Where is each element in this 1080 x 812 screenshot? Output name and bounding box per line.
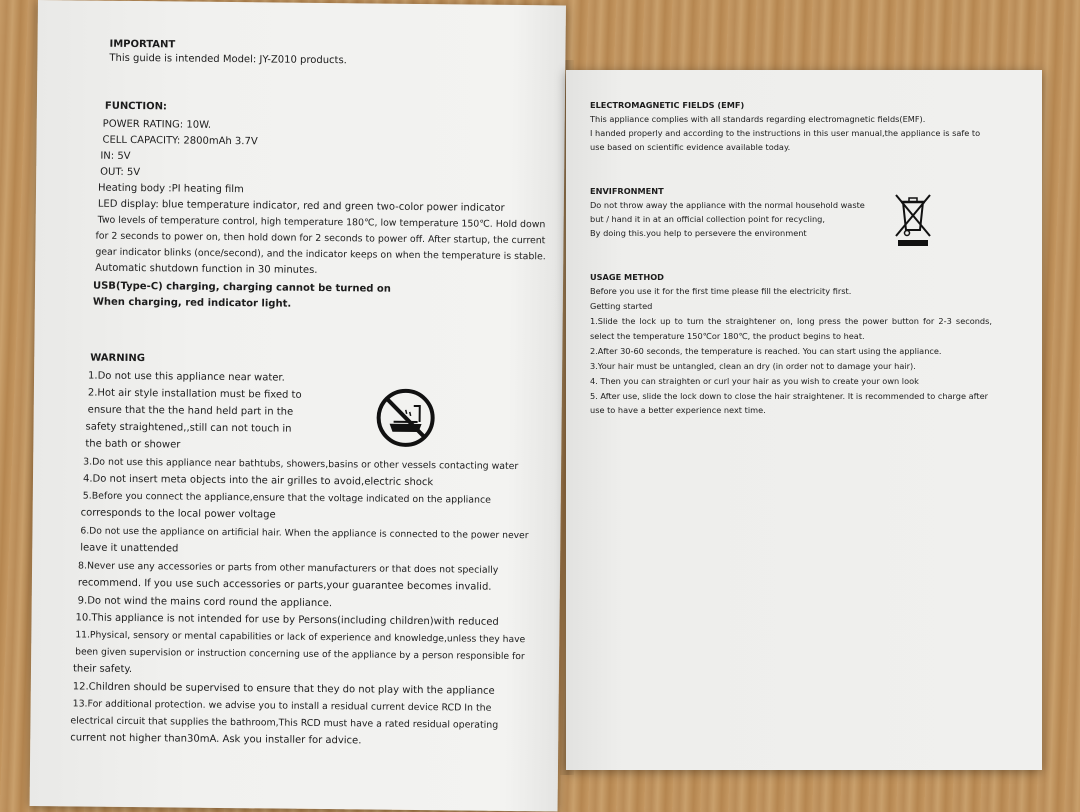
warning-line: 13.For additional protection. we advise you to install a residual current device RCD In the bbox=[72, 698, 492, 714]
usage-line: use to have a better experience next time. bbox=[590, 405, 766, 415]
emf-line: I handed properly and according to the instructions in this user manual,the appliance is safe to bbox=[590, 128, 981, 138]
usage-line: 1.Slide the lock up to turn the straightener on, long press the power button for 2-3 seconds, bbox=[590, 316, 992, 326]
emf-line: This appliance complies with all standards regarding electromagnetic fields(EMF). bbox=[590, 114, 926, 124]
usage-line: 3.Your hair must be untangled, clean an dry (in order not to damage your hair). bbox=[590, 361, 916, 371]
function-line: POWER RATING: 10W. bbox=[102, 118, 212, 131]
warning-line: 9.Do not wind the mains cord round the appliance. bbox=[77, 595, 333, 610]
warning-line: been given supervision or instruction concerning use of the appliance by a person responsible for bbox=[75, 646, 525, 663]
function-line: Two levels of temperature control, high temperature 180℃, low temperature 150℃. Hold down bbox=[97, 214, 546, 231]
function-line: Automatic shutdown function in 30 minutes. bbox=[95, 262, 318, 276]
usage-title: USAGE METHOD bbox=[590, 272, 664, 282]
environment-title: ENVIFRONMENT bbox=[590, 186, 664, 196]
warning-line: 5.Before you connect the appliance,ensure that the voltage indicated on the appliance bbox=[82, 490, 491, 506]
important-text: This guide is intended Model: JY-Z010 products. bbox=[109, 52, 347, 67]
function-title: FUNCTION: bbox=[104, 100, 168, 113]
warning-line: recommend. If you use such accessories or parts,your guarantee becomes invalid. bbox=[77, 577, 492, 593]
function-line: OUT: 5V bbox=[100, 166, 141, 179]
warning-line: ensure that the the hand held part in the bbox=[87, 404, 294, 418]
warning-line: the bath or shower bbox=[85, 438, 181, 451]
function-line: LED display: blue temperature indicator, red and green two-color power indicator bbox=[97, 198, 505, 214]
environment-line: By doing this.you help to persevere the environment bbox=[590, 228, 807, 238]
function-line: IN: 5V bbox=[100, 150, 131, 162]
warning-line: 11.Physical, sensory or mental capabilities or lack of experience and knowledge,unless they have bbox=[75, 629, 526, 646]
important-title: IMPORTANT bbox=[109, 38, 176, 51]
warning-line: 1.Do not use this appliance near water. bbox=[88, 370, 285, 384]
usage-line: 2.After 30-60 seconds, the temperature is reached. You can start using the appliance. bbox=[590, 346, 942, 356]
no-water-bathtub-icon bbox=[375, 388, 436, 449]
charging-indicator-line: When charging, red indicator light. bbox=[92, 296, 292, 310]
usage-line: Getting started bbox=[590, 301, 653, 311]
emf-line: use based on scientific evidence available today. bbox=[590, 142, 791, 152]
usage-line: select the temperature 150℃or 180℃, the product begins to heat. bbox=[590, 331, 865, 341]
warning-line: corresponds to the local power voltage bbox=[80, 507, 276, 521]
usb-charging-line: USB(Type-C) charging, charging cannot be turned on bbox=[92, 280, 391, 295]
emf-title: ELECTROMAGNETIC FIELDS (EMF) bbox=[590, 100, 745, 110]
warning-line: 8.Never use any accessories or parts from other manufacturers or that does not specially bbox=[78, 560, 499, 576]
usage-line: Before you use it for the first time please fill the electricity first. bbox=[590, 286, 852, 296]
crossed-out-wheelie-bin-icon bbox=[892, 192, 934, 248]
warning-line: 3.Do not use this appliance near bathtubs, showers,basins or other vessels contacting water bbox=[83, 456, 519, 473]
function-line: Heating body :PI heating film bbox=[97, 182, 244, 196]
warning-line: leave it unattended bbox=[80, 542, 179, 555]
usage-line: 5. After use, slide the lock down to close the hair straightener. It is recommended to charge after bbox=[590, 391, 988, 401]
usage-line: 4. Then you can straighten or curl your hair as you wish to create your own look bbox=[590, 376, 919, 386]
warning-line: electrical circuit that supplies the bathroom,This RCD must have a rated residual operating bbox=[70, 715, 499, 731]
warning-line: 2.Hot air style installation must be fixed to bbox=[87, 387, 302, 401]
warning-line: 10.This appliance is not intended for use by Persons(including children)with reduced bbox=[75, 612, 499, 628]
function-line: gear indicator blinks (once/second), and the indicator keeps on when the temperature is stable. bbox=[95, 246, 546, 263]
warning-line: 12.Children should be supervised to ensure that they do not play with the appliance bbox=[72, 681, 495, 697]
warning-line: safety straightened,,still can not touch in bbox=[85, 421, 292, 435]
right-page bbox=[566, 70, 1042, 770]
function-line: for 2 seconds to power on, then hold down for 2 seconds to power off. After startup, the current bbox=[95, 230, 546, 247]
warning-line: their safety. bbox=[72, 663, 133, 676]
warning-line: 4.Do not insert meta objects into the air grilles to avoid,electric shock bbox=[82, 473, 434, 489]
left-page bbox=[30, 0, 566, 811]
warning-title: WARNING bbox=[90, 352, 145, 365]
environment-line: Do not throw away the appliance with the normal household waste bbox=[590, 200, 865, 210]
environment-line: but / hand it in at an official collection point for recycling, bbox=[590, 214, 825, 224]
warning-line: current not higher than30mA. Ask you installer for advice. bbox=[70, 732, 362, 747]
function-line: CELL CAPACITY: 2800mAh 3.7V bbox=[102, 134, 258, 148]
warning-line: 6.Do not use the appliance on artificial hair. When the appliance is connected to the power never bbox=[80, 525, 529, 542]
